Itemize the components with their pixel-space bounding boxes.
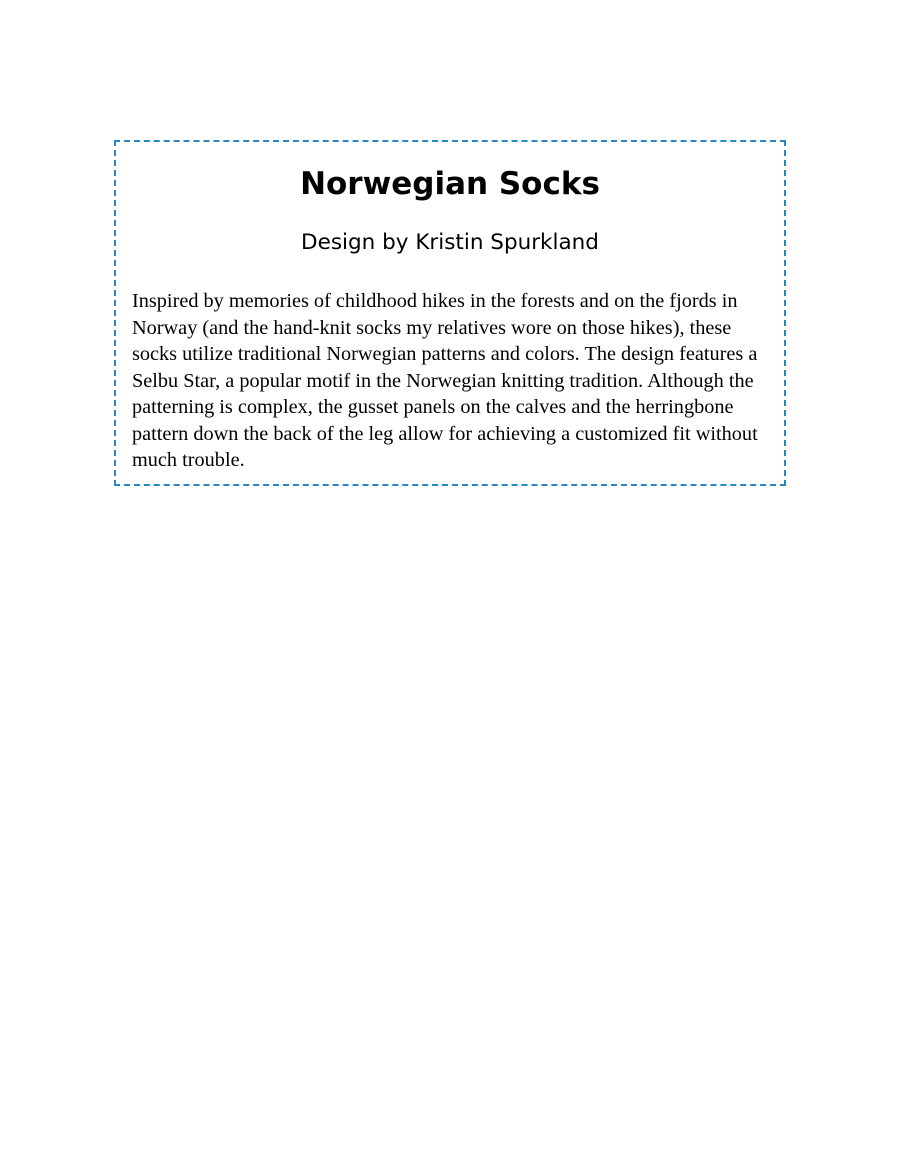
pattern-title: Norwegian Socks bbox=[300, 166, 600, 202]
pattern-intro-box bbox=[114, 140, 786, 486]
pattern-description: Inspired by memories of childhood hikes in the forests and on the fjords in Norway (and the hand-knit socks my relatives wore on those hikes), these socks utilize traditional Norwegian patterns and colors. The design features a Selbu Star, a popular motif in the Norwegian knitting tradition. Although the patterning is complex, the gusset panels on the calves and the herringbone pattern down the back of the leg allow for achieving a customized fit without much trouble. bbox=[132, 290, 758, 471]
designer-credit: Design by Kristin Spurkland bbox=[301, 230, 599, 255]
